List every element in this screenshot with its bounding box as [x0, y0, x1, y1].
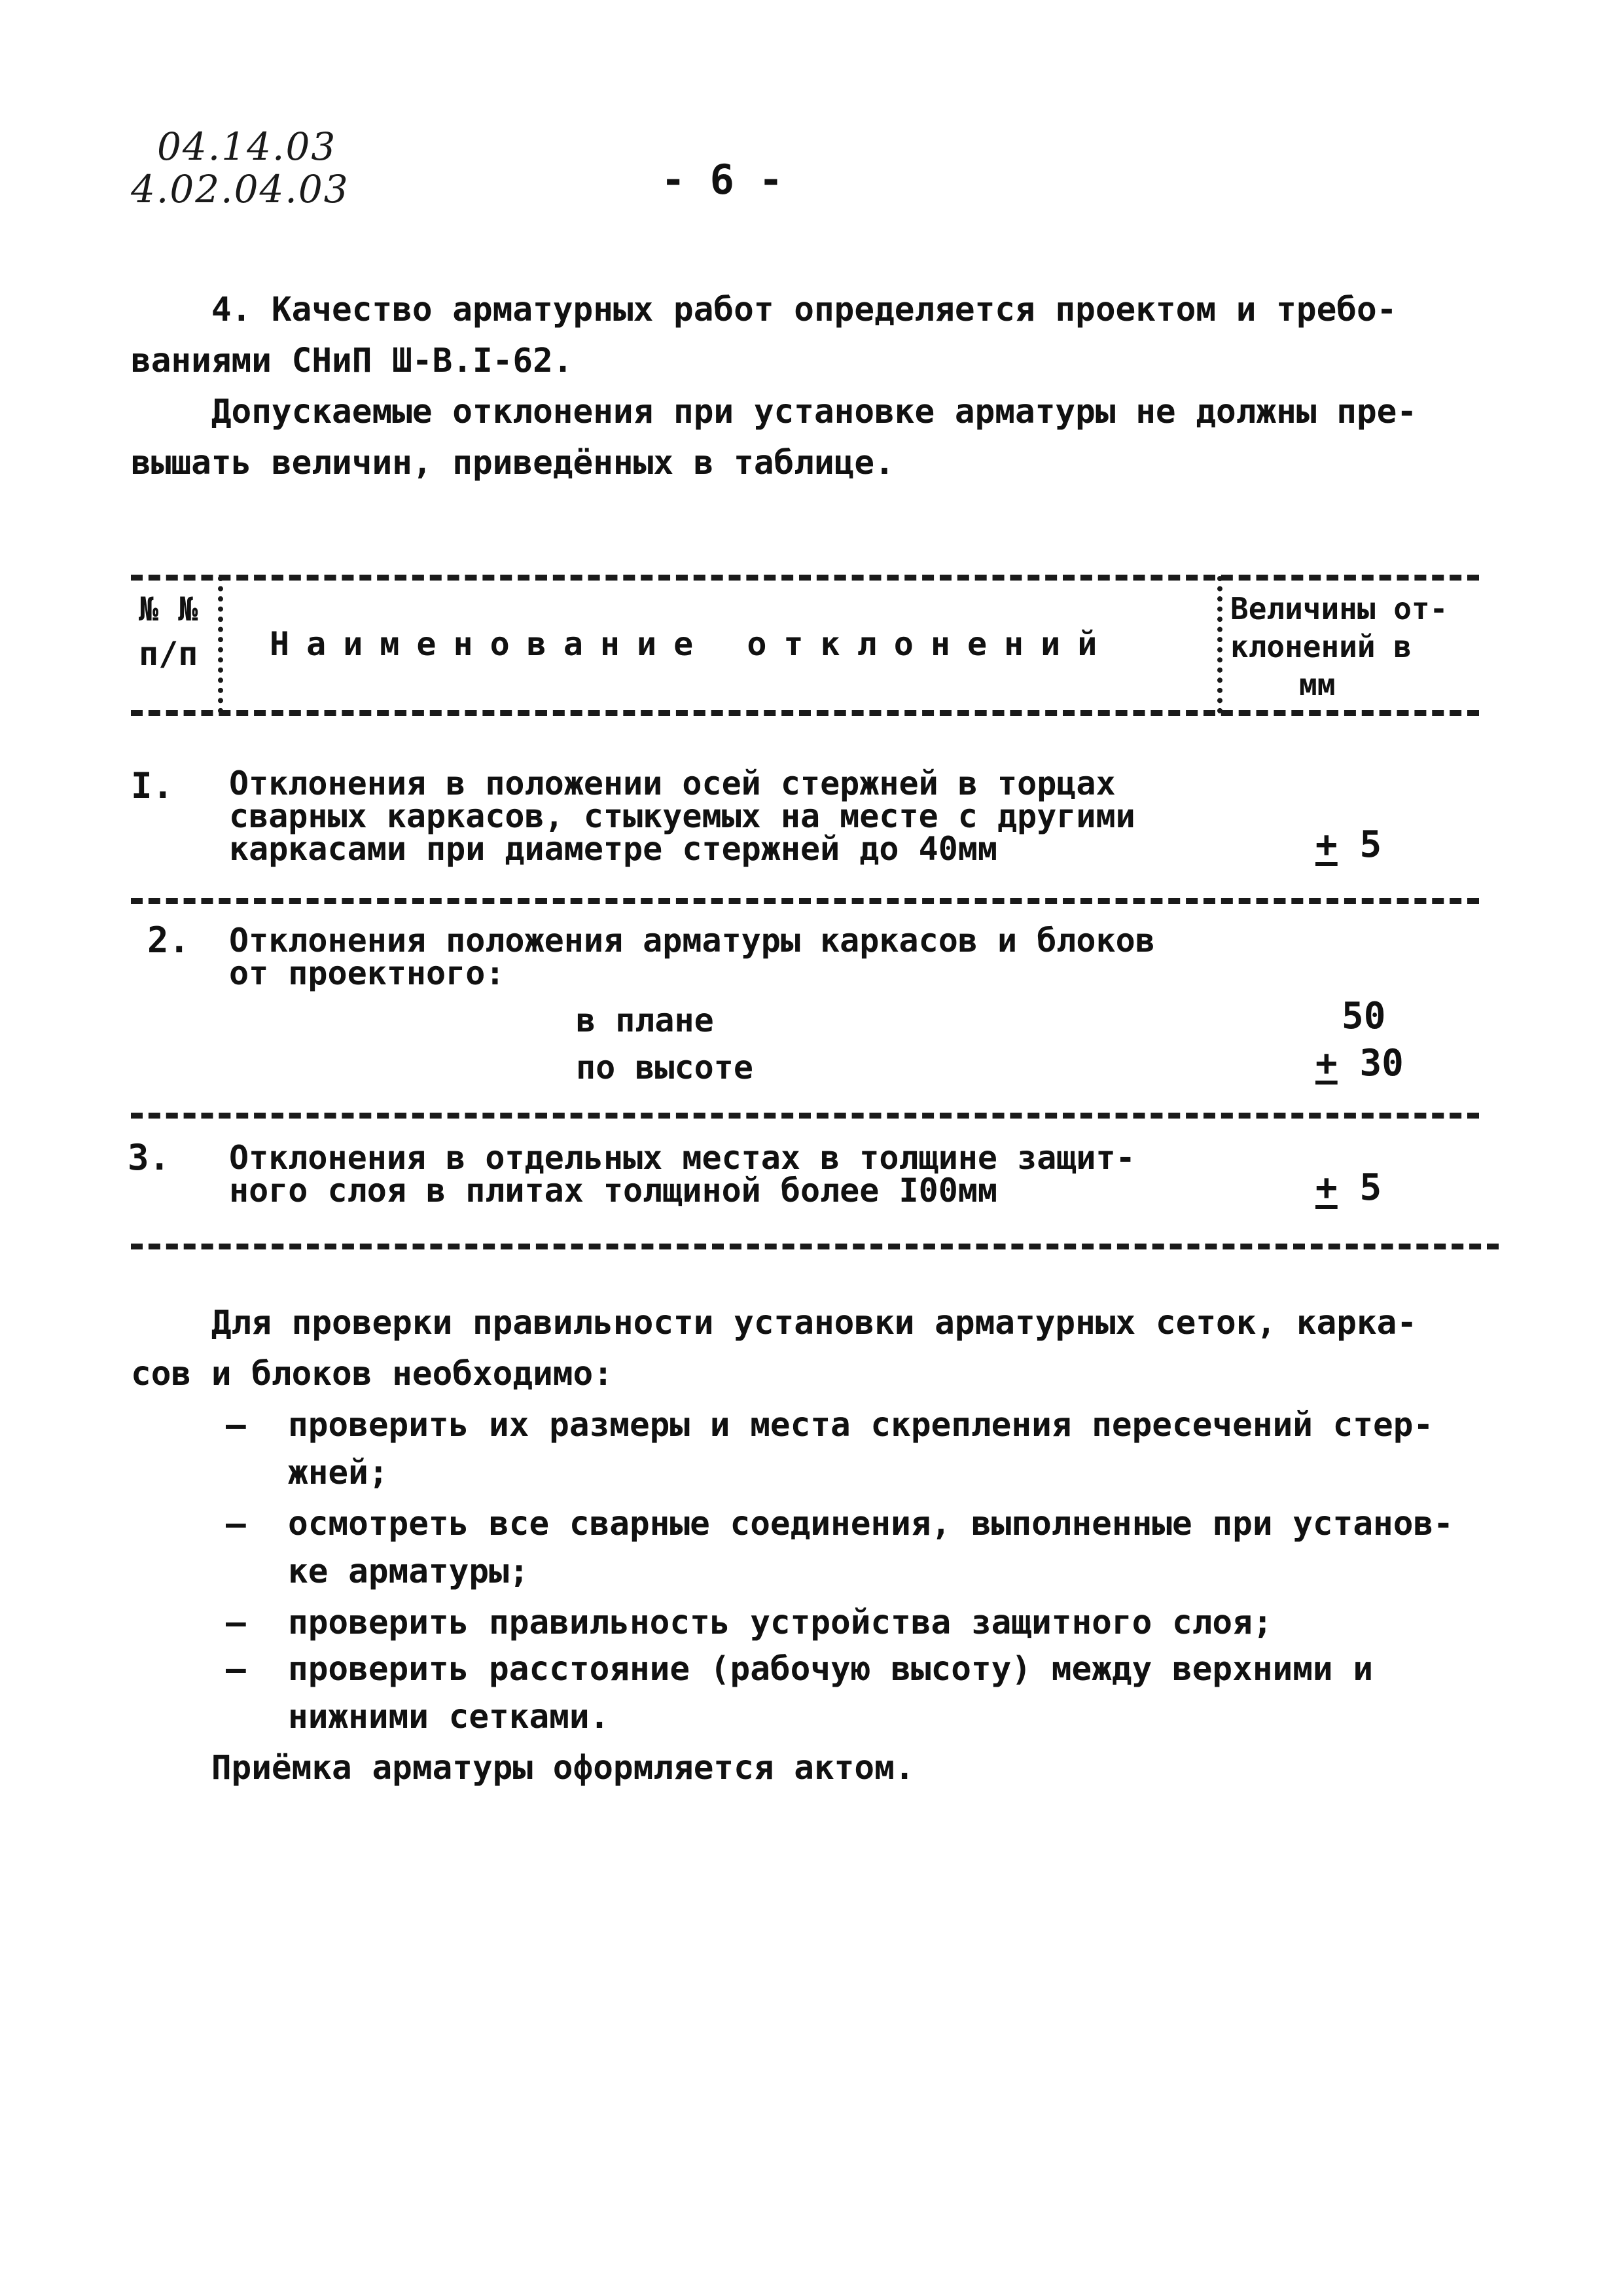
- list-item-continuation: ке арматуры;: [288, 1552, 529, 1591]
- row-text-line: Отклонения положения арматуры каркасов и блоков: [229, 922, 1155, 960]
- plus-minus-sign: +: [1315, 1166, 1338, 1209]
- header-value-line-1: Величины от-: [1230, 591, 1448, 626]
- header-num-line-1: № №: [139, 590, 198, 628]
- value-number: 5: [1359, 823, 1382, 866]
- header-num-line-2: п/п: [139, 635, 198, 673]
- bullet-dash: –: [226, 1406, 246, 1444]
- list-item: проверить правильность устройства защитного слоя;: [288, 1604, 1273, 1642]
- intro-line-4: вышать величин, приведённых в таблице.: [131, 444, 895, 482]
- row-text-line: сварных каркасов, стыкуемых на месте с другими: [229, 797, 1135, 835]
- table-top-rule: [131, 575, 1479, 581]
- row-text-line: каркасами при диаметре стержней до 40мм: [229, 830, 997, 868]
- intro-line-2: ваниями СНиП Ш-В.I-62.: [131, 342, 573, 380]
- row-number: 2.: [147, 920, 190, 961]
- intro-line-1: 4. Качество арматурных работ определяется проектом и требо-: [131, 291, 1397, 329]
- row-divider: [131, 1113, 1479, 1119]
- after-line-1: Для проверки правильности установки арматурных сеток, карка-: [131, 1304, 1418, 1342]
- row-sub-label: в плане: [576, 1001, 714, 1039]
- list-item-continuation: нижними сетками.: [288, 1698, 610, 1736]
- row-text-line: Отклонения в отдельных местах в толщине защит-: [229, 1139, 1135, 1177]
- list-item: проверить их размеры и места скрепления пересечений стер-: [288, 1406, 1434, 1444]
- header-separator-1: [218, 576, 223, 713]
- list-item: осмотреть все сварные соединения, выполненные при установ-: [288, 1505, 1454, 1543]
- intro-line-3: Допускаемые отклонения при установке арматуры не должны пре-: [131, 393, 1418, 431]
- row-text-line: ного слоя в плитах толщиной более I00мм: [229, 1172, 997, 1210]
- row-sub-label: по высоте: [576, 1049, 753, 1086]
- header-separator-2: [1217, 576, 1222, 713]
- header-bottom-rule: [131, 710, 1479, 716]
- plus-minus-sign: +: [1315, 823, 1338, 866]
- list-item-continuation: жней;: [288, 1454, 389, 1492]
- header-name: Наименование отклонений: [270, 625, 1115, 663]
- row-number: I.: [131, 765, 174, 806]
- value-number: 30: [1359, 1042, 1404, 1085]
- page-number: - 6 -: [661, 156, 783, 204]
- row-text-line: Отклонения в положении осей стержней в торцах: [229, 764, 1116, 802]
- row-text-line: от проектного:: [229, 954, 505, 992]
- list-item: проверить расстояние (рабочую высоту) между верхними и: [288, 1650, 1374, 1689]
- handwritten-code-1: 04.14.03: [157, 124, 337, 169]
- bullet-dash: –: [226, 1604, 246, 1642]
- row-value: [1315, 823, 1382, 866]
- row-divider: [131, 898, 1479, 904]
- row-number: 3.: [128, 1137, 171, 1178]
- after-line-2: сов и блоков необходимо:: [131, 1355, 613, 1393]
- header-value-line-2: клонений в: [1230, 629, 1412, 664]
- table-bottom-rule: [131, 1244, 1499, 1249]
- value-number: 5: [1359, 1166, 1382, 1209]
- bullet-dash: –: [226, 1650, 246, 1689]
- bullet-dash: –: [226, 1505, 246, 1543]
- row-value: [1315, 1042, 1404, 1085]
- header-value-line-3: мм: [1299, 667, 1336, 702]
- handwritten-code-2: 4.02.04.03: [131, 167, 349, 211]
- row-value: [1315, 1166, 1382, 1209]
- closing-line: Приёмка арматуры оформляется актом.: [131, 1749, 915, 1787]
- plus-minus-sign: +: [1315, 1042, 1338, 1085]
- row-value: 50: [1342, 995, 1386, 1037]
